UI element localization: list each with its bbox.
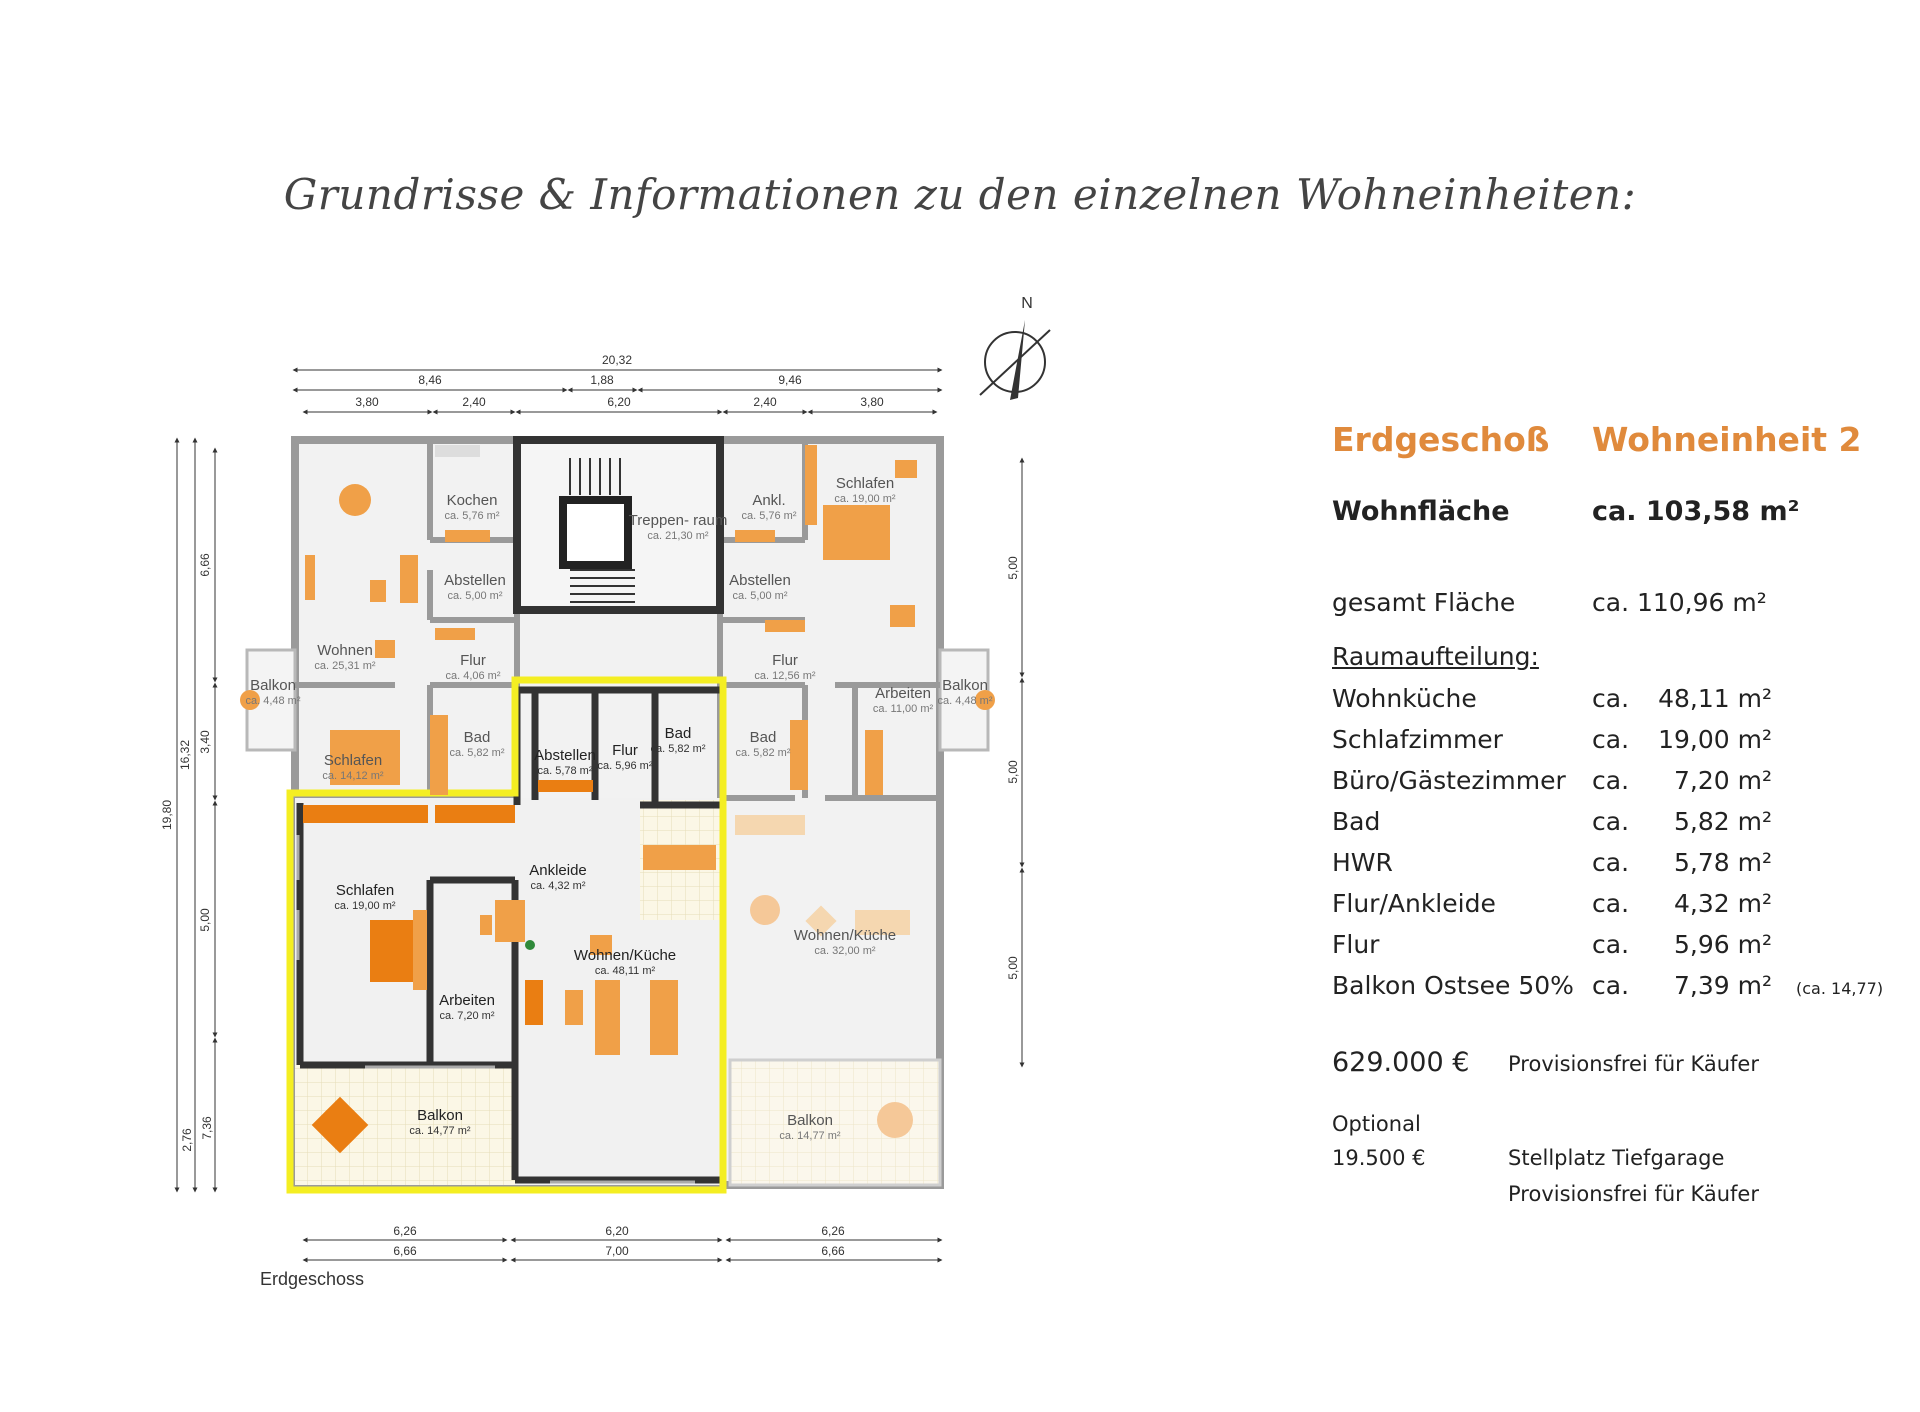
optional-item: Stellplatz Tiefgarage [1508,1146,1725,1170]
dimensions-right [1006,460,1022,1065]
room-name-schlafen-w: Schlafen [323,752,383,769]
gesamt-value: ca. 110,96 m² [1592,588,1767,617]
dim-top-e: 3,80 [860,395,884,409]
dim-top-mid: 1,88 [590,373,614,387]
dim-bottom-c2: 6,66 [821,1244,845,1258]
optional-price: 19.500 € [1332,1146,1426,1170]
compass [980,295,1050,400]
room-row-ca: ca. [1592,684,1630,713]
room-row-name: Flur [1332,930,1380,959]
room-area-schlafen-2: ca. 19,00 m² [334,900,396,912]
dim-bottom-a2: 6,66 [393,1244,417,1258]
optional-label: Optional [1332,1112,1421,1136]
room-row-name: Schlafzimmer [1332,725,1503,754]
room-area-abstellen-2: ca. 5,78 m² [537,765,593,777]
room-area-wohnen-kueche-se: ca. 32,00 m² [814,945,876,957]
room-row-value: 7,20 m² [1674,766,1772,795]
room-row-name: Flur/Ankleide [1332,889,1496,918]
room-name-abstellen-2: Abstellen [534,747,596,764]
floor-plan [160,295,1195,1320]
room-name-wohnen-kueche-se: Wohnen/Küche [793,927,897,944]
raumaufteilung-heading [1332,642,1539,671]
dimensions-left [160,440,215,1190]
room-area-arbeiten-e: ca. 11,00 m² [872,703,934,715]
room-row-ca: ca. [1592,766,1630,795]
wohnflaeche-value: ca. 103,58 m² [1592,496,1800,527]
room-row-name: Balkon Ostsee 50% [1332,971,1574,1000]
gesamt-label: gesamt Fläche [1332,588,1516,617]
dim-left-a: 16,32 [178,739,192,771]
dimensions-top [295,353,940,412]
room-row-value: 19,00 m² [1658,725,1772,754]
dim-bottom-b1: 6,20 [605,1224,629,1238]
room-row-ca: ca. [1592,930,1630,959]
room-area-flur-nw: ca. 4,06 m² [445,670,501,682]
room-area-ankleide-2: ca. 4,32 m² [530,880,586,892]
price-note: Provisionsfrei für Käufer [1508,1052,1759,1076]
room-area-kochen-nw: ca. 5,76 m² [444,510,500,522]
info-floor: Erdgeschoß [1332,420,1550,459]
room-name-bad-e: Bad [749,729,777,746]
room-name-treppenraum: Treppen- raum [628,512,728,529]
dim-left-d: 5,00 [198,908,212,932]
room-name-balkon-se: Balkon [787,1112,833,1129]
room-area-arbeiten-2: ca. 7,20 m² [439,1010,495,1022]
raumaufteilung-label: Raumaufteilung: [1332,642,1539,671]
info-unit: Wohneinheit 2 [1592,420,1862,459]
room-row-name: Bad [1332,807,1381,836]
dim-top-right: 9,46 [778,373,802,387]
room-name-arbeiten-2: Arbeiten [439,992,495,1009]
room-name-ankleide-2: Ankleide [529,862,587,879]
price: 629.000 € [1332,1047,1470,1078]
page-title: Grundrisse & Informationen zu den einzelnen Wohneinheiten: [283,170,1637,219]
room-name-balkon-e: Balkon [942,677,988,694]
room-row-value: 4,32 m² [1674,889,1772,918]
room-area-wohnen-nw: ca. 25,31 m² [314,660,376,672]
wohnflaeche-label: Wohnfläche [1332,496,1510,527]
room-row-value: 5,82 m² [1674,807,1772,836]
room-area-balkon-se: ca. 14,77 m² [779,1130,841,1142]
dim-top-left: 8,46 [418,373,442,387]
dim-left-e: 2,76 [180,1128,194,1152]
room-name-schlafen-2: Schlafen [335,882,395,899]
room-area-abstellen-nw: ca. 5,00 m² [447,590,503,602]
room-area-balkon-w: ca. 4,48 m² [245,695,301,707]
room-name-bad-2: Bad [664,725,692,742]
optional-note: Provisionsfrei für Käufer [1508,1182,1759,1206]
room-name-balkon-2: Balkon [417,1107,463,1124]
room-name-wohnen-kueche-2: Wohnen/Küche [573,947,677,964]
room-row-ca: ca. [1592,725,1630,754]
dim-right-c: 5,00 [1006,956,1020,980]
room-area-flur-2: ca. 5,96 m² [597,760,653,772]
dim-left-c: 3,40 [198,730,212,754]
dim-top-b: 2,40 [462,395,486,409]
room-row-value: 7,39 m² [1674,971,1772,1000]
dim-left-b: 6,66 [198,553,212,577]
room-area-wohnen-kueche-2: ca. 48,11 m² [594,965,656,977]
room-name-ankl-ne: Ankl. [752,492,786,509]
room-name-flur-2: Flur [612,742,638,759]
room-area-balkon-e: ca. 4,48 m² [937,695,993,707]
room-area-flur-ne: ca. 12,56 m² [754,670,816,682]
room-name-bad-w: Bad [463,729,491,746]
room-area-schlafen-ne: ca. 19,00 m² [834,493,896,505]
room-row-note: (ca. 14,77) [1796,979,1884,998]
dim-bottom-b2: 7,00 [605,1244,629,1258]
room-row-ca: ca. [1592,971,1630,1000]
room-area-ankl-ne: ca. 5,76 m² [741,510,797,522]
dim-bottom-a1: 6,26 [393,1224,417,1238]
dim-top-c: 6,20 [607,395,631,409]
room-area-treppenraum: ca. 21,30 m² [647,530,709,542]
room-row-name: Wohnküche [1332,684,1477,713]
room-row-value: 5,96 m² [1674,930,1772,959]
dim-top-d: 2,40 [753,395,777,409]
room-area-abstellen-ne: ca. 5,00 m² [732,590,788,602]
room-name-abstellen-ne: Abstellen [729,572,791,589]
room-name-abstellen-nw: Abstellen [444,572,506,589]
dim-right-b: 5,00 [1006,760,1020,784]
compass-n-label: N [1021,295,1033,312]
room-name-schlafen-ne: Schlafen [835,475,895,492]
dim-left-total: 19,80 [160,799,174,831]
room-name-flur-nw: Flur [460,652,486,669]
room-name-flur-ne: Flur [772,652,798,669]
dim-bottom-c1: 6,26 [821,1224,845,1238]
room-row-name: HWR [1332,848,1393,877]
room-row-ca: ca. [1592,848,1630,877]
room-area-schlafen-w: ca. 14,12 m² [322,770,384,782]
room-name-arbeiten-e: Arbeiten [875,685,931,702]
room-name-balkon-w: Balkon [250,677,296,694]
floor-label: Erdgeschoss [260,1269,365,1289]
room-row-ca: ca. [1592,889,1630,918]
room-name-wohnen-nw: Wohnen [317,642,373,659]
room-row-value: 48,11 m² [1658,684,1772,713]
room-area-balkon-2: ca. 14,77 m² [409,1125,471,1137]
dim-top-a: 3,80 [355,395,379,409]
dim-top-total: 20,32 [601,353,633,367]
dim-left-f: 7,36 [200,1116,214,1140]
room-row-name: Büro/Gästezimmer [1332,766,1566,795]
room-row-value: 5,78 m² [1674,848,1772,877]
dimensions-bottom [305,1224,940,1260]
room-area-bad-w: ca. 5,82 m² [449,747,505,759]
room-area-bad-e: ca. 5,82 m² [735,747,791,759]
room-area-bad-2: ca. 5,82 m² [650,743,706,755]
room-row-ca: ca. [1592,807,1630,836]
room-name-kochen-nw: Kochen [446,492,498,509]
dim-right-a: 5,00 [1006,556,1020,580]
